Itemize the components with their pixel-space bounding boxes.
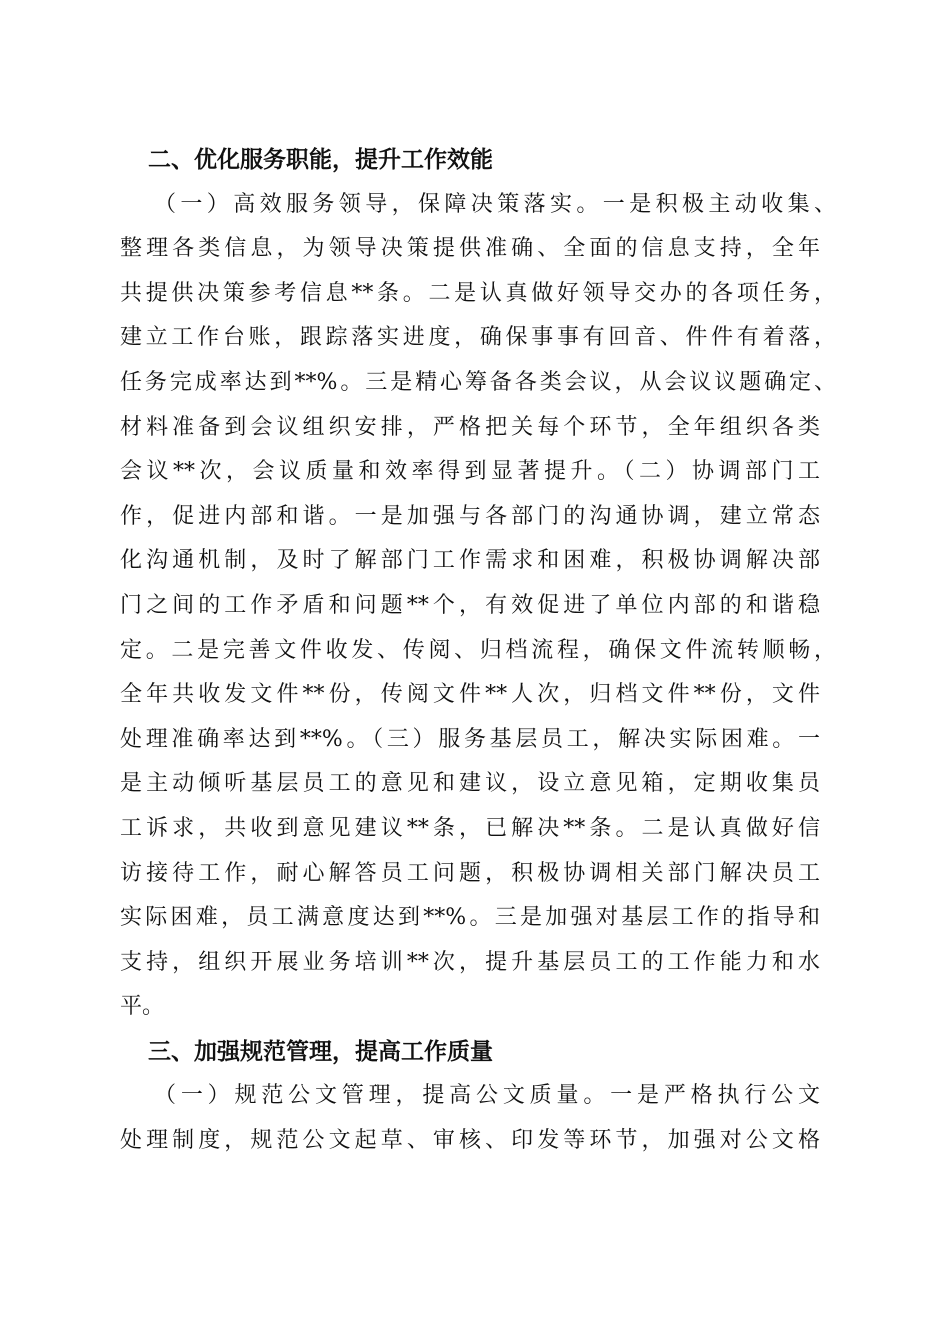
paragraph-line: 是主动倾听基层员工的意见和建议，设立意见箱，定期收集员 bbox=[120, 771, 820, 797]
paragraph-line: 门之间的工作矛盾和问题**个，有效促进了单位内部的和谐稳 bbox=[120, 592, 820, 618]
section-heading: 二、优化服务职能，提升工作效能 bbox=[148, 147, 493, 173]
paragraph-line: （一）规范公文管理，提高公文质量。一是严格执行公文 bbox=[154, 1083, 820, 1109]
paragraph-line: （一）高效服务领导，保障决策落实。一是积极主动收集、 bbox=[154, 191, 836, 217]
paragraph-line: 共提供决策参考信息**条。二是认真做好领导交办的各项任务， bbox=[120, 280, 836, 306]
paragraph-line: 会议**次，会议质量和效率得到显著提升。（二）协调部门工 bbox=[120, 459, 820, 485]
paragraph-line: 支持，组织开展业务培训**次，提升基层员工的工作能力和水 bbox=[120, 949, 820, 975]
paragraph-line: 处理制度，规范公文起草、审核、印发等环节，加强对公文格 bbox=[120, 1128, 820, 1154]
paragraph-line: 全年共收发文件**份，传阅文件**人次，归档文件**份，文件 bbox=[120, 682, 820, 708]
section-heading: 三、加强规范管理，提高工作质量 bbox=[148, 1038, 493, 1065]
paragraph-line: 材料准备到会议组织安排，严格把关每个环节，全年组织各类 bbox=[120, 414, 820, 440]
paragraph-line: 实际困难，员工满意度达到**%。三是加强对基层工作的指导和 bbox=[120, 905, 820, 931]
paragraph-line: 建立工作台账，跟踪落实进度，确保事事有回音、件件有着落， bbox=[120, 325, 836, 351]
paragraph-line: 访接待工作，耐心解答员工问题，积极协调相关部门解决员工 bbox=[120, 860, 820, 886]
paragraph-line: 处理准确率达到**%。（三）服务基层员工，解决实际困难。一 bbox=[120, 726, 820, 752]
paragraph-line: 平。 bbox=[120, 994, 165, 1020]
paragraph-line: 定。二是完善文件收发、传阅、归档流程，确保文件流转顺畅， bbox=[120, 637, 836, 663]
paragraph-line: 作，促进内部和谐。一是加强与各部门的沟通协调，建立常态 bbox=[120, 503, 820, 529]
paragraph-line: 整理各类信息，为领导决策提供准确、全面的信息支持，全年 bbox=[120, 236, 820, 262]
paragraph-line: 任务完成率达到**%。三是精心筹备各类会议，从会议议题确定、 bbox=[120, 369, 836, 395]
document-page bbox=[120, 138, 836, 1164]
paragraph-line: 工诉求，共收到意见建议**条，已解决**条。二是认真做好信 bbox=[120, 815, 820, 841]
paragraph-line: 化沟通机制，及时了解部门工作需求和困难，积极协调解决部 bbox=[120, 548, 820, 574]
